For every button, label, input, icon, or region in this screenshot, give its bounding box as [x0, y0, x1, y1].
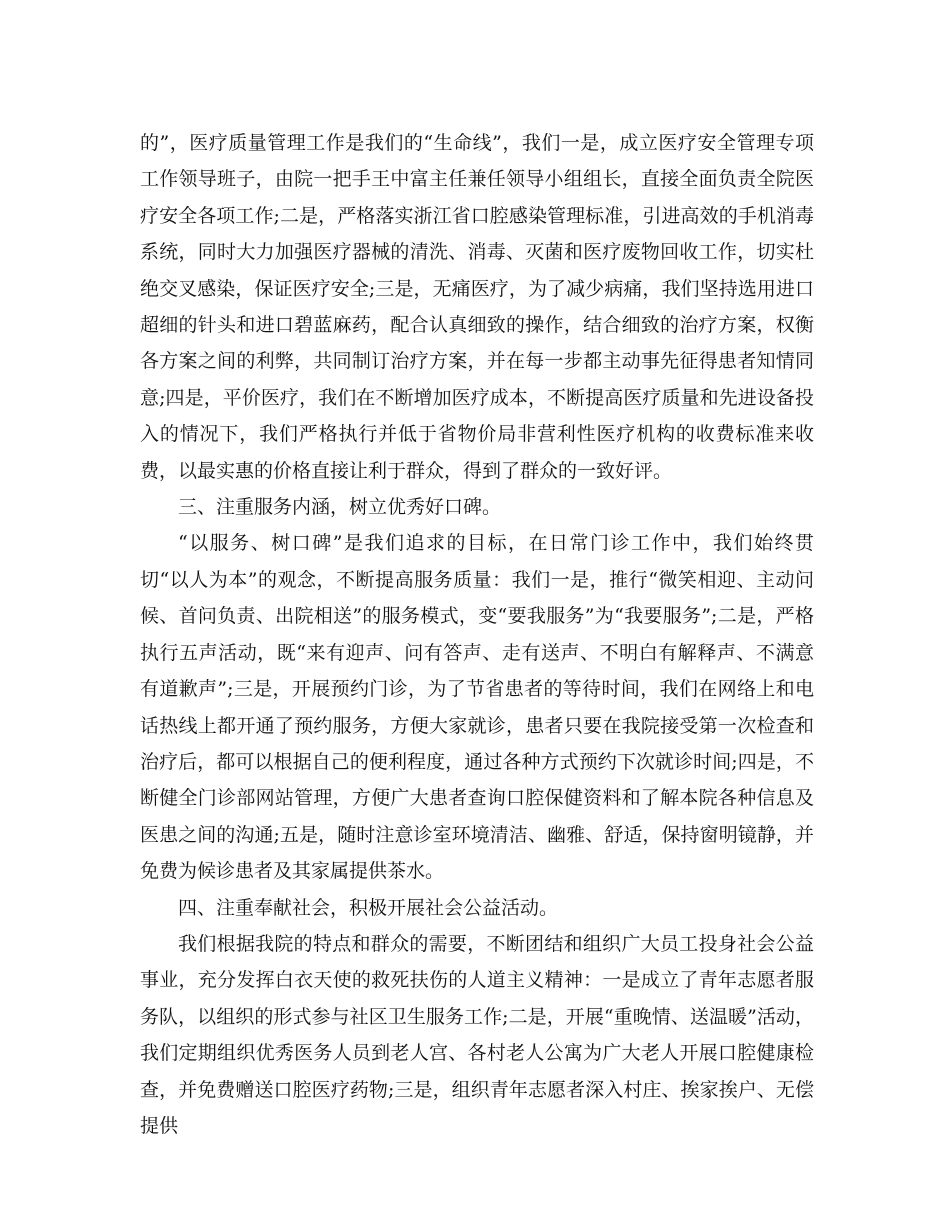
section-heading-three: 三、注重服务内涵，树立优秀好口碑。 [178, 496, 502, 519]
section-heading-four: 四、注重奉献社会，积极开展社会公益活动。 [178, 896, 559, 919]
document-body [140, 125, 814, 1144]
paragraph-public-welfare: 我们根据我院的特点和群众的需要，不断团结和组织广大员工投身社会公益事业，充分发挥白衣天使的救死扶伤的人道主义精神：一是成立了青年志愿者服务队，以组织的形式参与社区卫生服务工作;二是，开展“重晚情、送温暖”活动，我们定期组织优秀医务人员到老人宫、各村老人公寓为广大老人开展口腔健康检查，并免费赠送口腔医疗药物;三是，组织青年志愿者深入村庄、挨家挨户、无偿提供 [140, 932, 814, 1137]
paragraph-service: “以服务、树口碑”是我们追求的目标，在日常门诊工作中，我们始终贯切“以人为本”的观念，不断提高服务质量：我们一是，推行“微笑相迎、主动问候、首问负责、出院相送”的服务模式，变“要我服务”为“我要服务”;二是，严格执行五声活动，既“来有迎声、问有答声、走有送声、不明白有解释声、不满意有道歉声”;三是，开展预约门诊，为了节省患者的等待时间，我们在网络上和电话热线上都开通了预约服务，方便大家就诊，患者只要在我院接受第一次检查和治疗后，都可以根据自己的便利程度，通过各种方式预约下次就诊时间;四是，不断健全门诊部网站管理，方便广大患者查询口腔保健资料和了解本院各种信息及医患之间的沟通;五是，随时注意诊室环境清洁、幽雅、舒适，保持窗明镜静，并免费为候诊患者及其家属提供茶水。 [140, 532, 814, 883]
paragraph-continuation: 的”，医疗质量管理工作是我们的“生命线”，我们一是，成立医疗安全管理专项工作领导班子，由院一把手王中富主任兼任领导小组组长，直接全面负责全院医疗安全各项工作;二是，严格落实浙江省口腔感染管理标准，引进高效的手机消毒系统，同时大力加强医疗器械的清洗、消毒、灭菌和医疗废物回收工作，切实杜绝交叉感染，保证医疗安全;三是，无痛医疗，为了减少病痛，我们坚持选用进口超细的针头和进口碧蓝麻药，配合认真细致的操作，结合细致的治疗方案，权衡各方案之间的利弊，共同制订治疗方案，并在每一步都主动事先征得患者知情同意;四是，平价医疗，我们在不断增加医疗成本，不断提高医疗质量和先进设备投入的情况下，我们严格执行并低于省物价局非营利性医疗机构的收费标准来收费，以最实惠的价格直接让利于群众，得到了群众的一致好评。 [140, 132, 814, 482]
